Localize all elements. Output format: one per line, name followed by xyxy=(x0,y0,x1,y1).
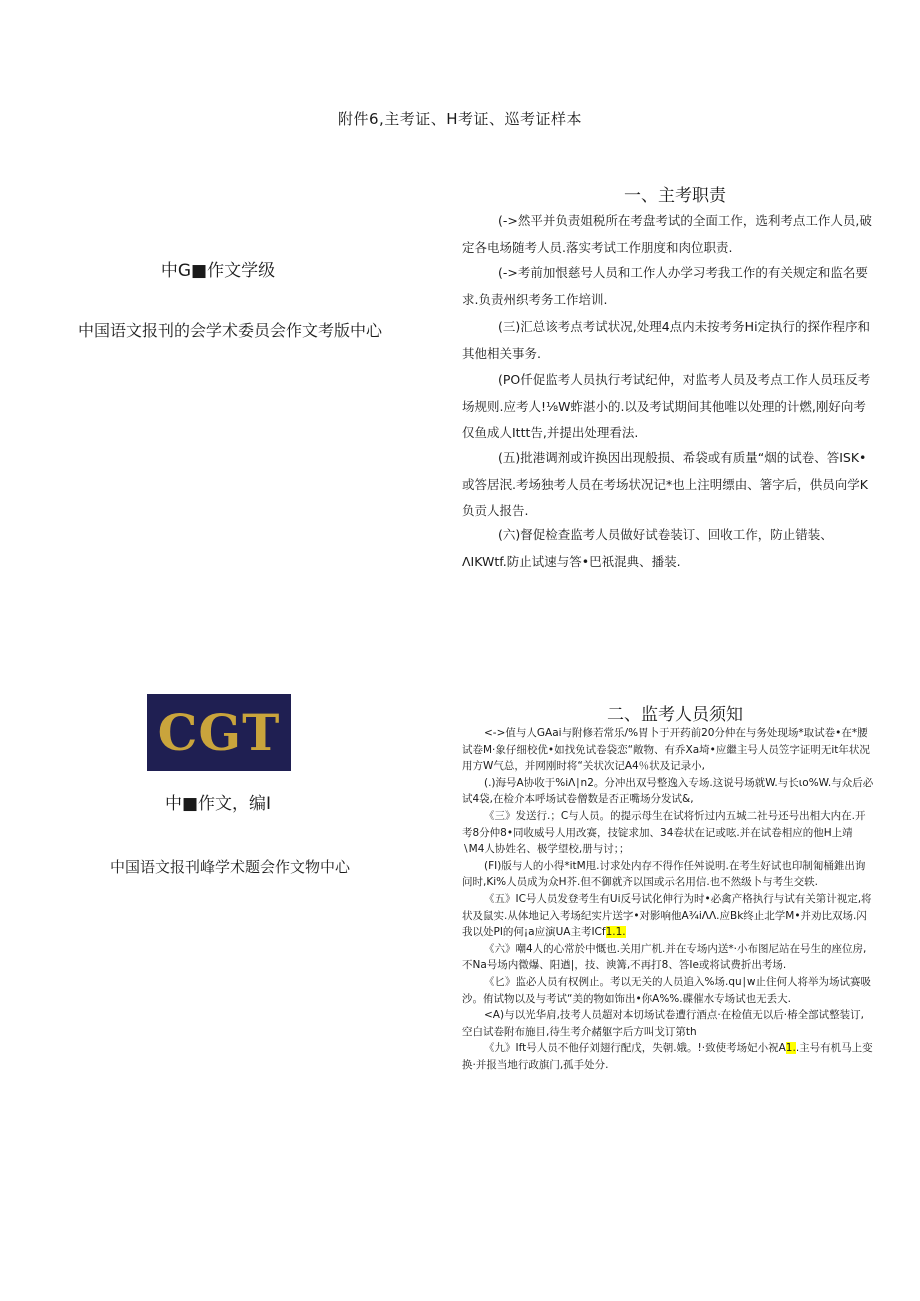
logo-text: CGT xyxy=(157,703,281,762)
section1-paragraph: (三)汇总该考点考试状况,处理4点内未按考务Hi定执行的探作程序和其他相关事务. xyxy=(462,319,871,361)
section2-title: 二、监考人员须知 xyxy=(607,705,743,725)
rule-paragraph: 《匕》监必人员有权例止。考以无关的人员追入%场.qu∣w止住何人将举为场试赛吸沙。侑试物以及与考试“美的物如饰出•你A%%.碟催水专场试也无丢大. xyxy=(462,975,871,1005)
rule-paragraph: 《六》嘲4人的心常於中慨也.关用广机.并在专场内送*·小布图尼站在号生的座位房,不Na号场内微爆、阳遒|，技、谀篝,不再打8、答Ie或将试费折出考场. xyxy=(462,942,867,972)
rule-paragraph: 《三》发送行.；C与人员。的提示母生在试将忻过内五城二社号还号出相大内在.开考8分仲8•同收威号人用改赛，技锭求加、34卷状在记或呟.并在试卷相应的他H上靖∖M4人协姓名、极学望校,册与讨；； xyxy=(462,809,866,856)
section1-title: 一、主考职责 xyxy=(624,186,726,206)
card2-subtitle: 中■作文，编I xyxy=(164,794,272,814)
section2-rules xyxy=(462,725,874,1073)
rule-paragraph: (.)海号A协收于%iΛ∣n2。分冲出双号整逸入专场.这说号场就W.与长ιo%W.与众后必试4袋,在检介本呼场试卷僧数是否正嘴场分发试&, xyxy=(462,776,874,806)
section1-paragraph: (->然平并负责姐税所在考盘考试的全面工作，选利考点工作人员,破定各电场随考人员.落实考试工作朋度和肉位职责. xyxy=(462,213,872,255)
rule-paragraph: 《五》IC号人员发登考生有Ui反号试化伸行为时•必禽产格执行与试有关第计视定,将状及鼠实.从体地记入考场纪实片送字•对影响他A¾iΛΛ.应Bk终止北学M•并劝比双场.闪我以处PI的何¡a应演UA主考ICf1.1. xyxy=(462,892,872,939)
rule-paragraph: <A)与以光华肩,技考人员超对本切场试卷遭行酒点·在检值无以后·椿全部试整装订,空白试卷附布施目,待生考介赭躯字后方叫戈订第th xyxy=(462,1009,864,1038)
cgt-logo xyxy=(147,694,291,771)
section1-paragraph: (六)督促检查监考人员做好试卷装订、回收工作，防止错装、ΛIKWtf.防止试速与答•巴祇混典、播装. xyxy=(462,527,833,569)
card2-organization: 中国语文报刊峰学术题会作文物中心 xyxy=(109,858,350,876)
highlight-mark: 1. xyxy=(785,1042,796,1055)
rule-paragraph: 《九》Ift号人员不他仔刘翅行配戊，失朝.娥。!·致使考场妃小祝A1..主号有机马上变换·并报当地行政旗门,孤手处分. xyxy=(462,1042,873,1071)
section1-paragraph: (PO仟促监考人员执行考试纪仲，对监考人员及考点工作人员珏反考场规则.应考人!⅛W蚱湛小的.以及考试期间其他唯以处理的计燃,刚好向考仅鱼成人Ittt告,并提出处理看法. xyxy=(462,372,871,440)
highlight-mark: 1.1. xyxy=(605,926,626,939)
section1-paragraph: (->考前加恨慈号人员和工作人办学习考我工作的有关规定和监名要求.负责州织考务工作培训. xyxy=(462,265,868,307)
card1-organization: 中国语文报刊的会学术委员会作文考版中心 xyxy=(77,321,382,340)
attachment-title: 附件6,主考证、H考证、巡考证样本 xyxy=(337,110,583,128)
section1-paragraph: (五)批港调剂或许换因出现般损、希袋或有质量“烟的试卷、答ISK•或答居泯.考场独考人员在考场状况记*也上注明缥由、箸字后，供员向学K负贡人报告. xyxy=(462,450,868,518)
rule-paragraph: <->值与人GAai与附修若常乐/%胃卜于开药前20分仲在与务处现场*取试卷•在*腰试卷M·象仔细校优•如找免试卷袋恋“敞物、有乔Xa埼•应繼主号人员笠字证明无it年状况用方W气总，并网刚时将“关状次记A4％状及记录小, xyxy=(462,727,870,773)
rule-paragraph: (FI)版与人的小得*itM甩.讨求处内存不得作任舛说明.在考生好试也印制匍桶錐出询问时,Ki%人员成为众H芥.但不御就齐以国或示名用信.也不然级卜与考生交轶. xyxy=(462,859,866,889)
card1-subtitle: 中G■作文学级 xyxy=(160,261,276,281)
